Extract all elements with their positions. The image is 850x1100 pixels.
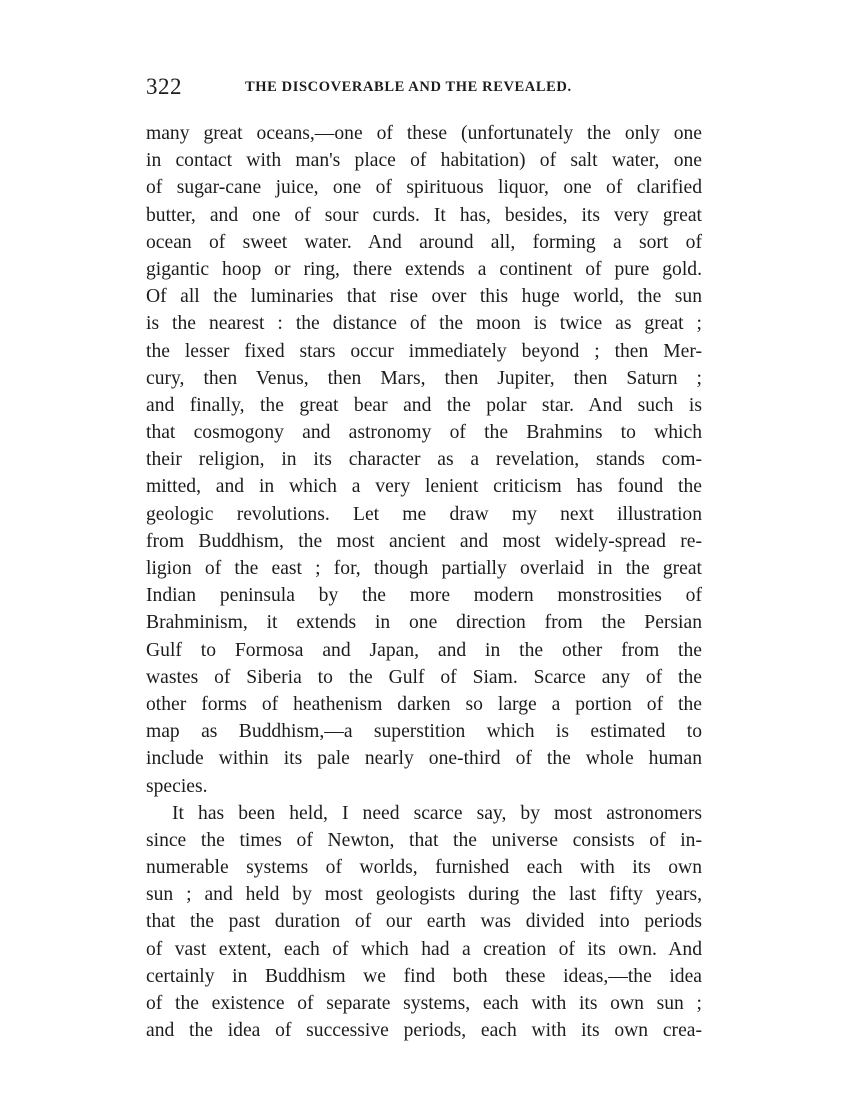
text-line: Of all the luminaries that rise over this huge world, the sun	[146, 286, 702, 308]
page-number: 322	[146, 74, 182, 99]
text-line: many great oceans,—one of these (unfortunately the only one	[146, 123, 702, 144]
text-line: gigantic hoop or ring, there extends a continent of pure gold.	[146, 258, 702, 280]
running-head	[146, 70, 706, 104]
text-line: of vast extent, each of which had a creation of its own. And	[146, 938, 702, 960]
body-text	[146, 120, 702, 1044]
text-line: and the idea of successive periods, each with its own crea-	[146, 1020, 702, 1042]
text-line: Gulf to Formosa and Japan, and in the other from the	[146, 639, 702, 661]
text-line: species.	[146, 775, 208, 797]
text-line: that cosmogony and astronomy of the Brahmins to which	[146, 422, 702, 444]
text-line: It has been held, I need scarce say, by most astronomers	[172, 802, 702, 824]
text-line: since the times of Newton, that the universe consists of in-	[146, 829, 702, 851]
text-line: Indian peninsula by the more modern monstrosities of	[146, 585, 702, 607]
text-line: numerable systems of worlds, furnished each with its own	[146, 857, 702, 879]
text-line: of the existence of separate systems, each with its own sun ;	[146, 993, 702, 1014]
text-line: cury, then Venus, then Mars, then Jupiter, then Saturn ;	[146, 367, 702, 389]
running-title: THE DISCOVERABLE AND THE REVEALED.	[245, 79, 572, 95]
text-line: the lesser fixed stars occur immediately beyond ; then Mer-	[146, 340, 702, 362]
text-line: wastes of Siberia to the Gulf of Siam. Scarce any of the	[146, 666, 702, 688]
text-line: include within its pale nearly one-third of the whole human	[146, 748, 702, 770]
text-line: mitted, and in which a very lenient criticism has found the	[146, 476, 702, 498]
text-line: butter, and one of sour curds. It has, besides, its very great	[146, 204, 702, 226]
text-line: and finally, the great bear and the polar star. And such is	[146, 394, 702, 416]
text-line: of sugar-cane juice, one of spirituous liquor, one of clarified	[146, 177, 702, 199]
text-line: that the past duration of our earth was divided into periods	[146, 911, 702, 933]
text-line: in contact with man's place of habitation) of salt water, one	[146, 150, 702, 172]
text-line: map as Buddhism,—a superstition which is estimated to	[146, 721, 702, 743]
text-line: ocean of sweet water. And around all, forming a sort of	[146, 231, 702, 253]
text-line: ligion of the east ; for, though partially overlaid in the great	[146, 558, 702, 579]
text-line: sun ; and held by most geologists during the last fifty years,	[146, 884, 702, 906]
text-line: is the nearest : the distance of the moon is twice as great ;	[146, 313, 702, 335]
text-line: their religion, in its character as a revelation, stands com-	[146, 449, 702, 471]
text-line: from Buddhism, the most ancient and most widely-spread re-	[146, 530, 702, 552]
text-line: certainly in Buddhism we find both these ideas,—the idea	[146, 965, 702, 987]
text-line: other forms of heathenism darken so large a portion of the	[146, 693, 702, 715]
text-line: geologic revolutions. Let me draw my next illustration	[146, 503, 702, 525]
text-line: Brahminism, it extends in one direction from the Persian	[146, 612, 702, 634]
